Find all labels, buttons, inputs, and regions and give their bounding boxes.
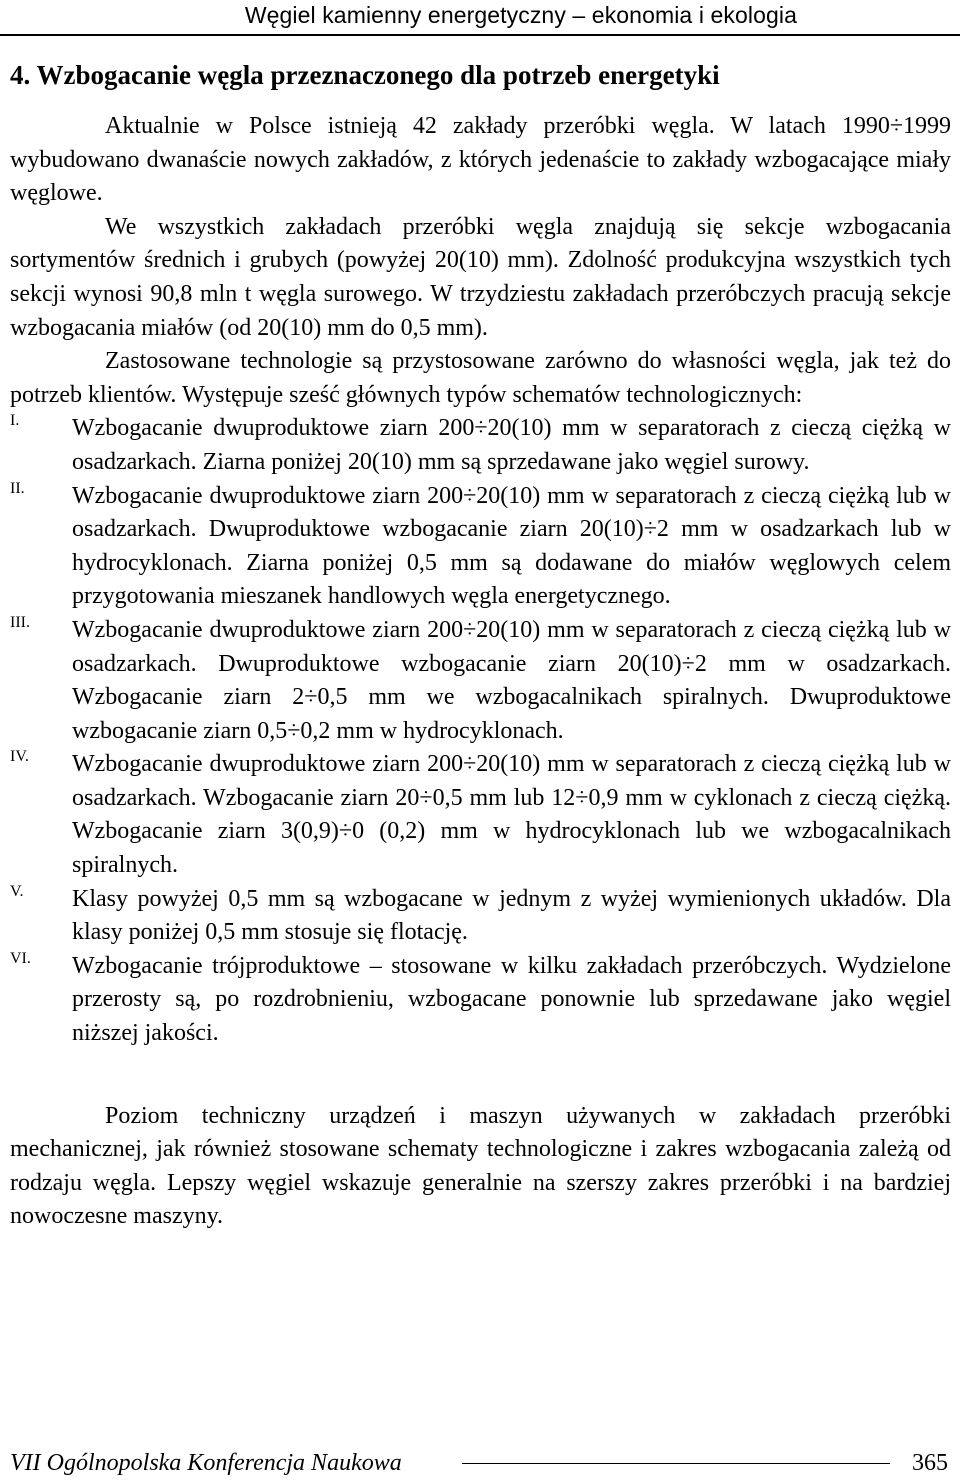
paragraph-closing: Poziom techniczny urządzeń i maszyn używanych w zakładach przeróbki mechanicznej, jak również stosowane schematy technologiczne i zakres wzbogacania zależą od rodzaju węgla. Lepszy węgiel wskazuje generalnie na szerszy zakres przeróbki i na bardziej nowoczesne maszyny. [10, 1102, 951, 1230]
scheme-item-4 [10, 748, 951, 882]
section-title: 4. Wzbogacanie węgla przeznaczonego dla potrzeb energetyki [10, 60, 720, 90]
footer-rule [462, 1463, 890, 1464]
scheme-number: I. [10, 412, 20, 430]
body-text [10, 110, 951, 1234]
scheme-number: IV. [10, 748, 29, 766]
page-number: 365 [912, 1450, 948, 1476]
paragraph-plants-count: Aktualnie w Polsce istnieją 42 zakłady przeróbki węgla. W latach 1990÷1999 wybudowano dwanaście nowych zakładów, z których jedenaście to zakłady wzbogacające miały węglowe. [10, 113, 951, 207]
scheme-item-2 [10, 480, 951, 614]
scheme-item-1 [10, 412, 951, 479]
scheme-text: Wzbogacanie dwuproduktowe ziarn 200÷20(10) mm w separatorach z cieczą ciężką w osadzarkach. Ziarna poniżej 20(10) mm są sprzedawane jako węgiel surowy. [72, 415, 951, 475]
technology-schemes-list [10, 412, 951, 1050]
page-footer [10, 1448, 950, 1482]
scheme-number: II. [10, 479, 25, 497]
running-header [0, 0, 960, 36]
footer-conference-title: VII Ogólnopolska Konferencja Naukowa [10, 1450, 402, 1476]
scheme-text: Wzbogacanie dwuproduktowe ziarn 200÷20(10) mm w separatorach z cieczą ciężką lub w osadzarkach. Dwuproduktowe wzbogacanie ziarn 20(10)÷2 mm w osadzarkach lub w hydrocyklonach. Ziarna poniżej 0,5 mm są dodawane do miałów węglowych celem przygotowania mieszanek handlowych węgla energetycznego. [72, 482, 951, 610]
scheme-text: Wzbogacanie trójproduktowe – stosowane w kilku zakładach przeróbczych. Wydzielone przerosty są, po rozdrobnieniu, wzbogacane ponownie lub sprzedawane jako węgiel niższej jakości. [72, 952, 951, 1047]
running-header-title: Węgiel kamienny energetyczny – ekonomia i ekologia [244, 2, 797, 28]
scheme-text: Wzbogacanie dwuproduktowe ziarn 200÷20(10) mm w separatorach z cieczą ciężką lub w osadzarkach. Dwuproduktowe wzbogacanie ziarn 20(10)÷2 mm w osadzarkach. Wzbogacanie ziarn 2÷0,5 mm we wzbogacalnikach spiralnych. Dwuproduktowe wzbogacanie ziarn 0,5÷0,2 mm w hydrocyklonach. [72, 616, 951, 744]
paragraph-technologies-intro: Zastosowane technologie są przystosowane zarówno do własności węgla, jak też do potrzeb klientów. Występuje sześć głównych typów schematów technologicznych: [10, 348, 951, 408]
scheme-item-6 [10, 950, 951, 1051]
scheme-number: V. [10, 882, 24, 900]
paragraph-coarse-sections: We wszystkich zakładach przeróbki węgla znajdują się sekcje wzbogacania sortymentów średnich i grubych (powyżej 20(10) mm). Zdolność produkcyjna wszystkich tych sekcji wynosi 90,8 mln t węgla surowego. W trzydziestu zakładach przeróbczych pracują sekcje wzbogacania miałów (od 20(10) mm do 0,5 mm). [10, 213, 951, 341]
scheme-item-3 [10, 614, 951, 748]
scheme-number: VI. [10, 949, 31, 967]
scheme-text: Klasy powyżej 0,5 mm są wzbogacane w jednym z wyżej wymienionych układów. Dla klasy poniżej 0,5 mm stosuje się flotację. [72, 885, 951, 946]
scheme-number: III. [10, 613, 30, 631]
scheme-item-5 [10, 883, 951, 950]
paragraph-spacer [10, 1051, 951, 1100]
scheme-text: Wzbogacanie dwuproduktowe ziarn 200÷20(10) mm w separatorach z cieczą ciężką lub w osadzarkach. Wzbogacanie ziarn 20÷0,5 mm lub 12÷0,9 mm w cyklonach z cieczą ciężką. Wzbogacanie ziarn 3(0,9)÷0 (0,2) mm w hydrocyklonach lub we wzbogacalnikach spiralnych. [72, 751, 951, 879]
